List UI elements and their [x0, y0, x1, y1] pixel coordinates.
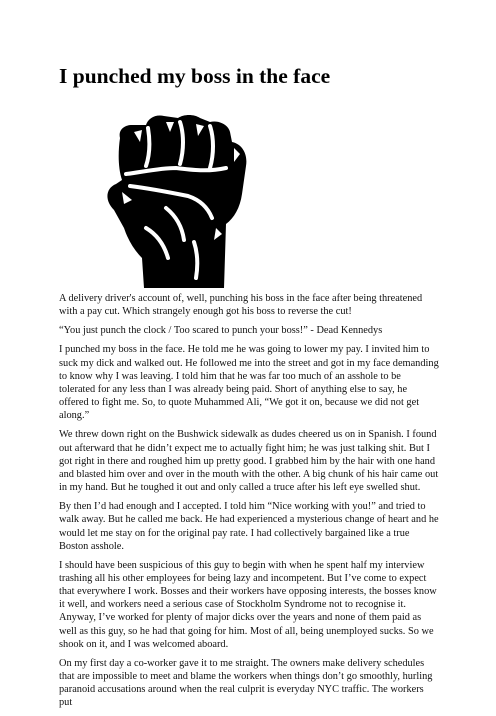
paragraph: I should have been suspicious of this guy to begin with when he spent half my interview trashing all his other employees for being lazy and incompetent. But I’ve come to expect that everywhere I work. Bosses and their workers have opposing interests, the bosses know it well, and workers need a serious case of Stockholm Syndrome not to recognise it. Anyway, I’ve worked for plenty of major dicks over the years and none of them paid as well as this guy, so he had that going for him. Most of all, being unemployed sucks. So we shook on it, and I was welcomed aboard. — [59, 559, 437, 650]
paragraph: I punched my boss in the face. He told me he was going to lower my pay. I invited him to suck my dick and walked out. He followed me into the street and got in my face demanding to know why I was leaving. I told him that he was far too much of an asshole to be tolerated for any less than I was already being paid. Short of anything else to say, he offered to fight me. So, to quote Muhammed Ali, “We got it on, because we did not get along.” — [59, 344, 439, 422]
raised-fist-icon — [86, 108, 262, 288]
page-title: I punched my boss in the face — [59, 64, 331, 88]
paragraph: On my first day a co-worker gave it to me straight. The owners make delivery schedules that are impossible to meet and blame the workers when things don’t go smoothly, hurling paranoid accusations around when the real culprit is everyday NYC traffic. The workers put — [59, 657, 433, 709]
paragraph: By then I’d had enough and I accepted. I told him “Nice working with you!” and tried to walk away. But he called me back. He had experienced a mysterious change of heart and he would let me stay on for the original pay rate. I had collectively bargained like a true Boston asshole. — [59, 501, 439, 552]
paragraph: We threw down right on the Bushwick sidewalk as dudes cheered us on in Spanish. I found out afterward that he didn’t expect me to actually fight him; he was just talking shit. But I got right in there and roughed him up pretty good. I grabbed him by the hair with one hand and blasted him over and over in the mouth with the other. A big chunk of his hair came out in my hand. But he toughed it out and only called a truce after his left eye swelled shut. — [59, 429, 439, 494]
paragraph: A delivery driver's account of, well, punching his boss in the face after being threatened with a pay cut. Which strangely enough got his boss to reverse the cut! — [59, 293, 423, 318]
paragraph: “You just punch the clock / Too scared to punch your boss!” - Dead Kennedys — [59, 325, 383, 337]
article-body — [59, 292, 439, 716]
